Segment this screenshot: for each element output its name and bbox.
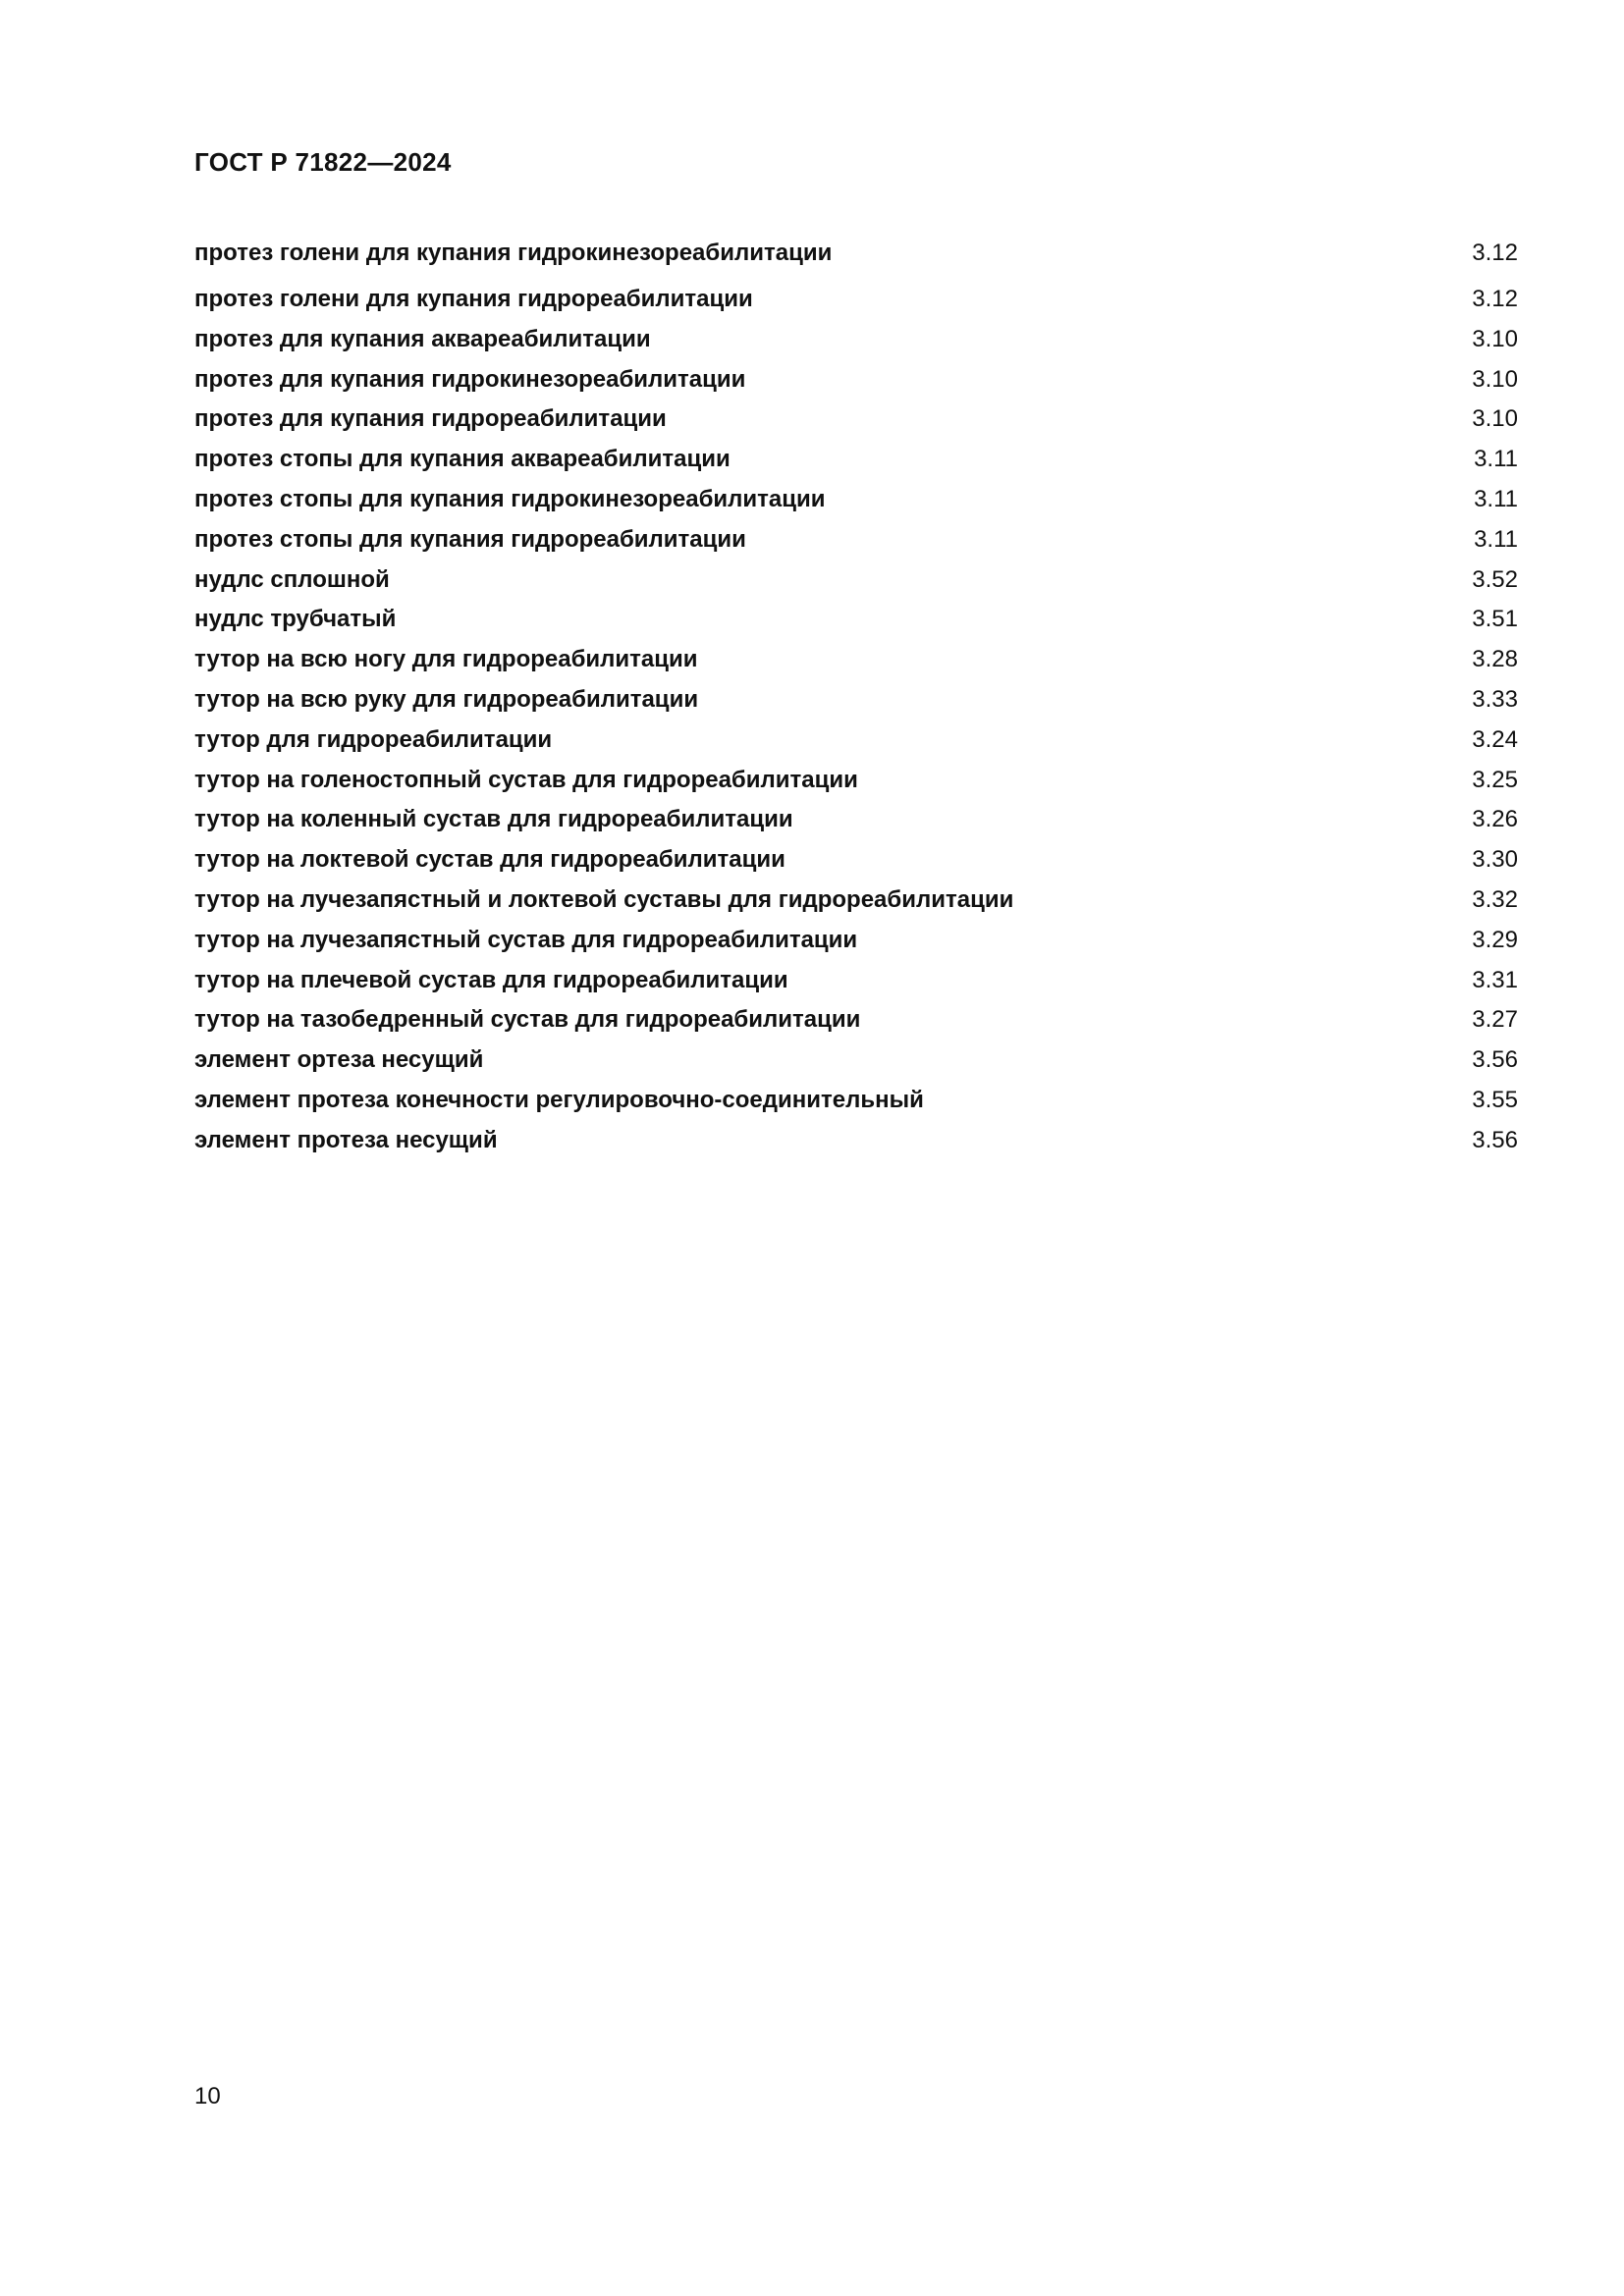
index-entry: [194, 961, 1518, 1001]
index-entry-reference: 3.11: [1474, 446, 1518, 473]
index-entry-term: тутор для гидрореабилитации: [194, 725, 553, 753]
index-entry-term: нудлс сплошной: [194, 565, 390, 593]
index-entry-reference: 3.25: [1472, 766, 1518, 793]
index-entry: [194, 1041, 1518, 1081]
index-entry-reference: 3.55: [1472, 1086, 1518, 1113]
index-entry-term: тутор на плечевой сустав для гидрореабилитации: [194, 966, 788, 993]
index-entry-term: тутор на голеностопный сустав для гидрореабилитации: [194, 766, 858, 793]
index-entry-reference: 3.27: [1472, 1006, 1518, 1034]
index-entry: [194, 680, 1518, 721]
index-entry-reference: 3.33: [1472, 685, 1518, 713]
index-entry: [194, 840, 1518, 881]
index-entry-reference: 3.10: [1472, 325, 1518, 352]
index-entry-term: протез голени для купания гидрокинезореабилитации: [194, 240, 833, 266]
index-entry-term: тутор на локтевой сустав для гидрореабилитации: [194, 846, 785, 874]
index-entry: [194, 320, 1518, 360]
index-entry-reference: 3.29: [1472, 926, 1518, 953]
index-entry: [194, 721, 1518, 761]
index-entry: [194, 1081, 1518, 1121]
index-entry: [194, 480, 1518, 520]
index-entry-term: тутор на лучезапястный сустав для гидрореабилитации: [194, 926, 858, 953]
index-entry-reference: 3.51: [1472, 606, 1518, 633]
index-entry-reference: 3.10: [1472, 365, 1518, 393]
index-entry: [194, 400, 1518, 440]
index-entry-term: тутор на лучезапястный и локтевой суставы для гидрореабилитации: [194, 885, 1014, 913]
index-entry: [194, 440, 1518, 480]
index-entry-term: тутор на всю руку для гидрореабилитации: [194, 685, 699, 713]
index-entry: [194, 761, 1518, 801]
index-entry-reference: 3.12: [1472, 286, 1518, 312]
index-entry: [194, 881, 1518, 921]
index-entry-reference: 3.56: [1472, 1046, 1518, 1074]
index-entry: [194, 600, 1518, 640]
index-entry-term: протез стопы для купания гидрокинезореабилитации: [194, 485, 826, 512]
index-entry-term: тутор на всю ногу для гидрореабилитации: [194, 646, 698, 673]
index-entry-reference: 3.11: [1474, 525, 1518, 553]
index-entry: [194, 561, 1518, 601]
index-entry-reference: 3.32: [1472, 885, 1518, 913]
index-entry-reference: 3.10: [1472, 405, 1518, 433]
page-number: 10: [194, 2083, 221, 2109]
index-entry-term: протез для купания гидрореабилитации: [194, 405, 667, 433]
index-entry: [194, 640, 1518, 680]
index-entry-reference: 3.28: [1472, 646, 1518, 673]
index-entry-reference: 3.26: [1472, 806, 1518, 833]
index-entry-reference: 3.11: [1474, 485, 1518, 512]
index-entry-term: протез стопы для купания гидрореабилитации: [194, 525, 746, 553]
index-entry-term: тутор на коленный сустав для гидрореабилитации: [194, 806, 793, 833]
index-entry-term: элемент протеза несущий: [194, 1126, 498, 1153]
index-entry: [194, 800, 1518, 840]
index-entry: [194, 921, 1518, 961]
index-entry: [194, 1000, 1518, 1041]
index-entry-term: протез голени для купания гидрореабилитации: [194, 286, 753, 312]
index-entry-reference: 3.52: [1472, 565, 1518, 593]
index-entry-term: элемент протеза конечности регулировочно-соединительный: [194, 1086, 924, 1113]
index-entry-term: нудлс трубчатый: [194, 606, 397, 633]
index-entry-term: тутор на тазобедренный сустав для гидрореабилитации: [194, 1006, 861, 1034]
document-header: ГОСТ Р 71822—2024: [194, 147, 452, 177]
index-entry-term: протез для купания аквареабилитации: [194, 325, 651, 352]
index-entry: [194, 360, 1518, 400]
index-entry-reference: 3.56: [1472, 1126, 1518, 1153]
index-entry: [194, 280, 1518, 320]
index-entry-reference: 3.31: [1472, 966, 1518, 993]
index-entry-term: протез стопы для купания аквареабилитации: [194, 446, 731, 473]
index-entry-term: протез для купания гидрокинезореабилитации: [194, 365, 746, 393]
index-entry-term: элемент ортеза несущий: [194, 1046, 484, 1074]
index-entry: [194, 234, 1518, 280]
term-index-list: [194, 234, 1518, 1161]
index-entry-reference: 3.12: [1472, 240, 1518, 266]
index-entry: [194, 520, 1518, 561]
index-entry: [194, 1121, 1518, 1161]
index-entry-reference: 3.30: [1472, 846, 1518, 874]
index-entry-reference: 3.24: [1472, 725, 1518, 753]
